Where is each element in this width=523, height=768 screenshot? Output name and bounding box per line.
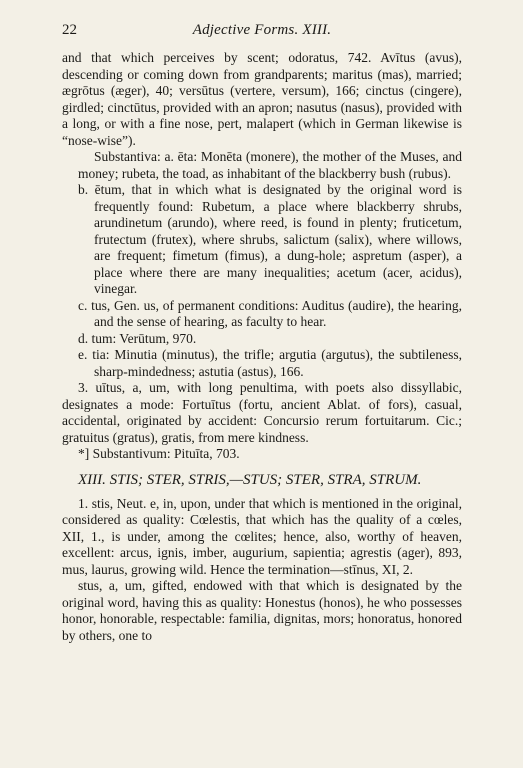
paragraph-stus: stus, a, um, gifted, endowed with that which is designated by the original word, having this as quality: Honestus (honos), he who possesses honor, honorable, respectable: familia, dignitas, mors; honoratus, honored by others, one to xyxy=(62,578,462,643)
paragraph-substantiva-d: d. tum: Verūtum, 970. xyxy=(78,330,197,346)
running-head: Adjective Forms. XIII. xyxy=(192,22,332,38)
paragraph-substantiva-c: c. tus, Gen. us, of permanent conditions: Auditus (audire), the hearing, and the sense of hearing, as faculty to hear. xyxy=(78,297,462,329)
paragraph-substantiva-a: Substantiva: a. ēta: Monēta (monere), the mother of the Muses, and money; rubeta, the toad, as inhabitant of the blackberry bush (rubus). xyxy=(78,149,462,181)
page-body xyxy=(62,50,462,644)
paragraph-stis: 1. stis, Neut. e, in, upon, under that which is mentioned in the original, considered as quality: Cœlestis, that which has the quality of a cœles, XII, 1., is under, among the cœlites; hence, also, worthy of heaven, excellent: arcus, ignis, imber, augurium, sapientia; agrestis (ager), 893, mus, laurus, growing wild. Hence the termination—stīnus, XI, 2. xyxy=(62,495,462,577)
paragraph-uitus: 3. uītus, a, um, with long penultima, with poets also dissyllabic, designates a mode: Fortuītus (fortu, ancient Ablat. of fors), casual, accidental, originated by accident: Concursio rerum fortuitarum. Cic.; gratuitus (gratus), gratis, from mere kindness. xyxy=(62,380,462,445)
section-heading: XIII. STIS; STER, STRIS,—STUS; STER, STRA, STRUM. xyxy=(78,471,422,488)
page-number: 22 xyxy=(62,22,77,38)
paragraph-substantiva-e: e. tia: Minutia (minutus), the trifle; argutia (argutus), the subtileness, sharp-mindedness; astutia (astus), 166. xyxy=(78,347,462,379)
paragraph-substantivum-note: *] Substantivum: Pituīta, 703. xyxy=(78,446,240,461)
page-header xyxy=(62,22,462,42)
paragraph-continuation: and that which perceives by scent; odoratus, 742. Avītus (avus), descending or coming down from grandparents; maritus (mas), married; ægrōtus (æger), 40; versūtus (vertere, versum), 166; cinctus (cingere), girdled; cinctūtus, provided with an apron; nasutus (nasus), provided with a long, or with a fine nose, pert, malapert (which in German likewise is “nose-wise”). xyxy=(62,50,462,148)
paragraph-substantiva-b: b. ētum, that in which what is designated by the original word is frequently found: Rubetum, a place where blackberry shrubs, arundinetum (arundo), where reed, is found in plenty; fruticetum, frutectum (frutex), where shrubs, salictum (salix), where willows, are frequent; fimetum (fimus), a dung-hole; aspretum (asper), a place where there are many inequalities; acetum (acer, acidus), vinegar. xyxy=(78,182,462,296)
